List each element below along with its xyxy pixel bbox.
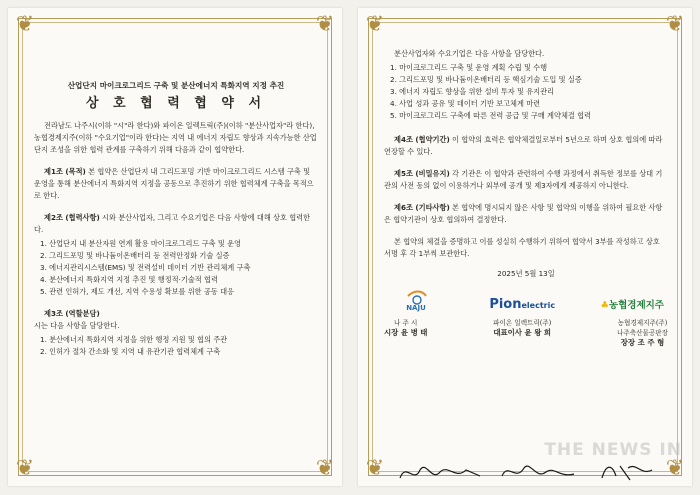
corner-ornament-icon: ❦ [15, 12, 35, 37]
article-5-body: 각 기관은 이 협약과 관련하여 수행 과정에서 취득한 정보를 상대 기관의 사전 동의 없이 이용하거나 외부에 공개 및 제3자에게 제공하지 아니한다. [384, 169, 663, 190]
naju-logo [388, 290, 444, 312]
signer-name: 대표이사 윤 왕 희 [493, 328, 552, 337]
list-item: 1. 산업단지 내 분산자원 연계 활용 마이크로그리드 구축 및 운영 [40, 239, 242, 248]
article-2 [34, 212, 318, 236]
list-item: 2. 그리드포밍 및 바나듐이온배터리 등 전력안정화 기술 실증 [40, 251, 230, 260]
list-item: 4. 분산에너지 특화지역 지정 추진 및 행정적·기술적 협력 [40, 275, 218, 284]
agreement-page-1 [8, 8, 342, 486]
article-1-title: 제1조 (목적) [44, 167, 86, 176]
article-6-body: 본 협약에 명시되지 않은 사항 및 협약의 이행을 위하여 필요한 사항은 협약기관이 상호 협의하여 결정한다. [384, 203, 663, 224]
list-item: 3. 에너지관리시스템(EMS) 및 전력설비 데이터 기반 관리체계 구축 [40, 263, 251, 272]
article-3-title: 제3조 (역할분담) [44, 309, 100, 318]
list-item: 5. 관련 인허가, 제도 개선, 지역 수용성 확보를 위한 공동 대응 [40, 287, 234, 296]
article-2-title: 제2조 (협력사항) [44, 213, 100, 222]
article-4-body: 이 협약의 효력은 협약체결일로부터 5년으로 하며 상호 협의에 따라 연장할 수 있다. [384, 135, 663, 156]
signer-nh [617, 318, 668, 348]
list-item: 4. 사업 성과 공유 및 데이터 기반 보고체계 마련 [390, 99, 541, 108]
list-item: 3. 에너지 자립도 향상을 위한 설비 투자 및 유지관리 [390, 87, 554, 96]
signer-name: 시장 윤 병 태 [384, 328, 428, 337]
nh-logo [600, 300, 664, 312]
corner-ornament-icon: ❦ [365, 12, 385, 37]
naju-logo-text: NAJU [406, 304, 426, 312]
signer-org: 나 주 시 [394, 319, 418, 327]
signer-org: 농협경제지주(주) [617, 319, 668, 327]
article-4-title: 제4조 (협약기간) [394, 135, 450, 144]
document-title: 상 호 협 력 협 약 서 [85, 96, 267, 111]
article-6 [384, 202, 668, 226]
list-item: 5. 마이크로그리드 구축에 따른 전력 공급 및 구매 계약체결 협력 [390, 111, 592, 120]
corner-ornament-icon: ❦ [665, 456, 685, 481]
article-2-list [34, 238, 318, 298]
article-1-body: 본 협약은 산업단지 내 그리드포밍 기반 마이크로그리드 시스템 구축 및 운영을 통해 분산에너지 특화지역 지정을 공동으로 추진하기 위한 협력체계 구축을 목적으로 한다. [34, 167, 314, 200]
watermark: THE NEWS IN [544, 440, 682, 460]
article-3-list [34, 334, 318, 358]
list-item: 1. 마이크로그리드 구축 및 운영 계획 수립 및 수행 [390, 63, 548, 72]
article-5 [384, 168, 668, 192]
signer-naju [384, 318, 427, 348]
list-item: 2. 인허가 절차 간소화 및 지역 내 유관기관 협력체계 구축 [40, 347, 221, 356]
handwritten-signatures [390, 456, 690, 490]
signatory-block [384, 318, 668, 348]
signer-pion [493, 318, 551, 348]
pion-logo-text: Pion [489, 297, 522, 312]
roles-list [384, 62, 668, 122]
signatory-logos [388, 288, 664, 312]
intro-paragraph: 전라남도 나주시(이하 "시"라 한다)와 파이온 일렉트릭(주)(이하 "분산사업자"라 한다), 농협경제지주(이하 "수요기업"이라 한다)는 지역 내 에너지 자립도 향상과 지속가능한 산업단지 조성을 위한 협력 관계를 구축하기 위해 다음과 같이 협약한다. [34, 121, 317, 154]
document-subtitle: 산업단지 마이크로그리드 구축 및 분산에너지 특화지역 지정 추진 [67, 81, 285, 90]
agreement-date: 2025년 5월 13일 [497, 269, 555, 278]
signer-org: 파이온 일렉트릭(주) [493, 319, 552, 327]
list-item: 2. 그리드포밍 및 바나듐이온배터리 등 핵심기술 도입 및 실증 [390, 75, 582, 84]
article-5-title: 제5조 (비밀유지) [394, 169, 450, 178]
signer-name: 장장 조 주 형 [620, 338, 665, 347]
corner-ornament-icon: ❦ [15, 456, 35, 481]
pion-logo-subtext: electric [521, 301, 556, 310]
article-2-body: 시와 분산사업자, 그리고 수요기업은 다음 사항에 대해 상호 협력한다. [34, 213, 311, 234]
article-4 [384, 134, 668, 158]
roles-intro: 분산사업자와 수요기업은 다음 사항을 담당한다. [394, 49, 545, 58]
nh-leaf-icon: ♣ [600, 300, 609, 311]
list-item: 1. 분산에너지 특화지역 지정을 위한 행정 지원 및 협의 주관 [40, 335, 228, 344]
article-6-title: 제6조 (기타사항) [394, 203, 450, 212]
corner-ornament-icon: ❦ [315, 456, 335, 481]
corner-ornament-icon: ❦ [665, 12, 685, 37]
article-1 [34, 166, 318, 202]
pion-electric-logo [489, 299, 555, 312]
agreement-page-2 [358, 8, 692, 486]
nh-logo-text: 농협경제지주 [608, 300, 664, 311]
article-3 [34, 308, 318, 332]
article-3-body: 시는 다음 사항을 담당한다. [34, 321, 120, 330]
corner-ornament-icon: ❦ [365, 456, 385, 481]
signer-org-branch: 나주축산물공판장 [617, 329, 668, 337]
closing-paragraph: 본 협약의 체결을 증명하고 이를 성실히 수행하기 위하여 협약서 3부를 작성하고 상호 서명 후 각 1부씩 보관한다. [384, 237, 660, 258]
corner-ornament-icon: ❦ [315, 12, 335, 37]
